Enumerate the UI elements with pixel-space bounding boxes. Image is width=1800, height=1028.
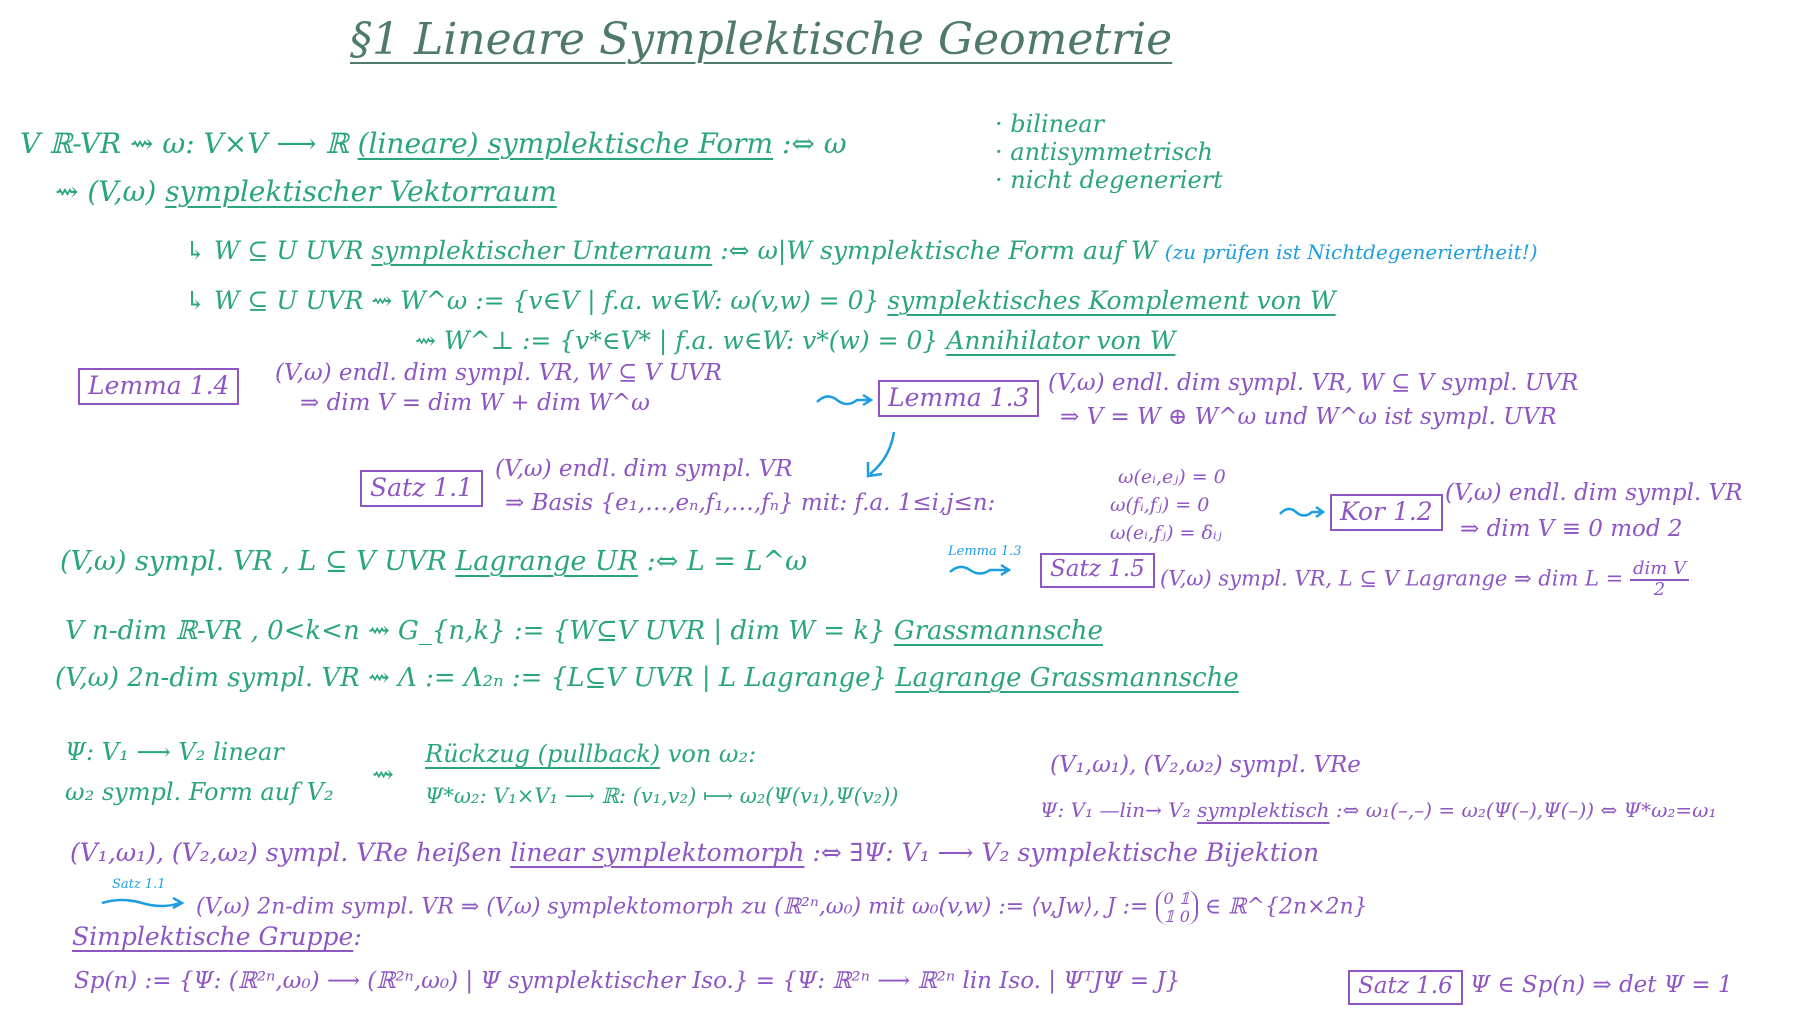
lagrange-line <box>60 548 807 575</box>
kor-1-2-label: Kor 1.2 <box>1330 494 1443 531</box>
symplectic-map-term: symplektisch <box>1197 798 1330 822</box>
complement-definition: ↳ W ⊆ U UVR ⇝ W^ω := {v∈V | f.a. w∈W: ω(v,w) = 0} <box>185 286 880 315</box>
pullback-term: Rückzug (pullback) <box>425 740 661 768</box>
lemma-1-4-line-1: (V,ω) endl. dim sympl. VR, W ⊆ V UVR <box>275 360 722 386</box>
symplectic-subspace-term: symplektischer Unterraum <box>371 236 713 265</box>
symplectic-map-prefix: Ψ: V₁ —lin→ V₂ <box>1040 798 1191 822</box>
page-title: §1 Lineare Symplektische Geometrie <box>350 14 1173 65</box>
symplectomorph-note: Satz 1.1 <box>112 877 166 892</box>
kor-1-2-line-1: (V,ω) endl. dim sympl. VR <box>1445 480 1743 506</box>
property-nondegenerate: · nicht degeneriert <box>995 166 1223 194</box>
symplectomorph-term: linear symplektomorph <box>510 838 805 867</box>
j-matrix <box>1156 890 1198 925</box>
annihilator-definition: ⇝ W^⊥ := {v*∈V* | f.a. w∈W: v*(w) = 0} <box>415 326 939 355</box>
pullback-arrow: ⇝ <box>372 760 394 790</box>
symplectic-vector-space-term: symplektischer Vektorraum <box>165 175 557 208</box>
grassmann-definition: V n-dim ℝ-VR , 0<k<n ⇝ G_{n,k} := {W⊆V UVR | dim W = k} <box>65 616 886 646</box>
satz-1-5-text: (V,ω) sympl. VR, L ⊆ V Lagrange ⇒ dim L = <box>1160 566 1624 591</box>
fraction-numerator: dim V <box>1630 560 1689 581</box>
subspace-line-1 <box>185 238 1538 263</box>
symplectic-map-line-1: (V₁,ω₁), (V₂,ω₂) sympl. VRe <box>1050 752 1361 778</box>
j-matrix-row-1: 0 𝟙 <box>1163 889 1190 908</box>
satz-1-6-label: Satz 1.6 <box>1348 970 1463 1005</box>
squiggle-arrow-icon <box>1278 502 1328 522</box>
grassmann-term: Grassmannsche <box>893 616 1103 646</box>
subspace-prefix-1: ↳ W ⊆ U UVR <box>185 236 364 265</box>
symplectic-form-term: (lineare) symplektische Form <box>357 127 774 160</box>
property-antisymmetric: · antisymmetrisch <box>995 138 1213 166</box>
down-arrow-icon <box>860 428 900 483</box>
lemma-1-3-line-1: (V,ω) endl. dim sympl. VR, W ⊆ V sympl. UVR <box>1048 370 1579 396</box>
subspace-line-3 <box>415 328 1175 353</box>
vs-prefix: ⇝ (V,ω) <box>55 175 157 208</box>
symplectic-map-line-2 <box>1040 800 1717 820</box>
j-matrix-row-2: 𝟙 0 <box>1163 906 1190 926</box>
definition-head: V ℝ-VR ⇝ ω: V×V ⟶ ℝ <box>20 127 349 160</box>
lemma-1-4-line-2: ⇒ dim V = dim W + dim W^ω <box>300 390 650 416</box>
satz-1-5-line <box>1160 560 1689 600</box>
satz-1-1-line-1: (V,ω) endl. dim sympl. VR <box>495 456 793 482</box>
symplectic-group-heading: Simplektische Gruppe <box>72 922 354 951</box>
group-heading-colon: : <box>353 922 362 951</box>
nondegeneracy-note: (zu prüfen ist Nichtdegeneriertheit!) <box>1164 240 1538 264</box>
lemma-1-3-line-2: ⇒ V = W ⊕ W^ω und W^ω ist sympl. UVR <box>1060 404 1557 430</box>
lagrange-prefix: (V,ω) sympl. VR , L ⊆ V UVR <box>60 546 447 577</box>
satz-1-5-label: Satz 1.5 <box>1040 553 1155 588</box>
pullback-term-rest: von ω₂: <box>667 740 757 768</box>
squiggle-arrow-icon <box>100 893 192 913</box>
lagrange-arrow-note: Lemma 1.3 <box>948 544 1022 559</box>
satz-1-6-text: Ψ ∈ Sp(n) ⇒ det Ψ = 1 <box>1470 972 1733 998</box>
symplectomorph-prefix: (V₁,ω₁), (V₂,ω₂) sympl. VRe heißen <box>70 838 503 867</box>
symplectomorph-line <box>70 840 1319 865</box>
fraction-denominator: 2 <box>1653 578 1666 600</box>
lagrange-rest: :⇔ L = L^ω <box>646 546 808 577</box>
definition-equiv: :⇔ ω <box>782 127 847 160</box>
kor-1-2-line-2: ⇒ dim V ≡ 0 mod 2 <box>1460 516 1683 542</box>
symplectic-complement-term: symplektisches Komplement von W <box>887 286 1336 315</box>
pullback-line-2: ω₂ sympl. Form auf V₂ <box>65 778 334 806</box>
lagrange-grassmann-term: Lagrange Grassmannsche <box>895 663 1239 693</box>
satz-1-1-condition-2: ω(fᵢ,fⱼ) = 0 <box>1110 494 1210 516</box>
symplectomorph-theorem: (V,ω) 2n-dim sympl. VR ⇒ (V,ω) symplektomorph zu (ℝ²ⁿ,ω₀) mit ω₀(v,w) := ⟨v,Jw⟩, J := <box>196 894 1149 920</box>
satz-1-5-fraction <box>1630 560 1689 600</box>
lemma-1-3-label: Lemma 1.3 <box>878 380 1039 417</box>
symplectic-map-rest: :⇔ ω₁(–,–) = ω₂(Ψ(–),Ψ(–)) ⇔ Ψ*ω₂=ω₁ <box>1335 798 1717 822</box>
pullback-line-1: Ψ: V₁ ⟶ V₂ linear <box>65 738 284 766</box>
satz-1-1-label: Satz 1.1 <box>360 470 483 507</box>
satz-1-1-condition-3: ω(eᵢ,fⱼ) = δᵢⱼ <box>1110 522 1222 544</box>
pullback-formula: Ψ*ω₂: V₁×V₁ ⟶ ℝ: (v₁,v₂) ⟼ ω₂(Ψ(v₁),Ψ(v₂)) <box>425 784 899 808</box>
lagrange-grassmann-definition: (V,ω) 2n-dim sympl. VR ⇝ Λ := Λ₂ₙ := {L⊆V UVR | L Lagrange} <box>55 663 888 693</box>
grassmann-line-1 <box>65 618 1103 644</box>
squiggle-arrow-icon <box>815 390 875 410</box>
subspace-line-2 <box>185 288 1336 313</box>
vector-space-line <box>55 175 557 208</box>
symplectomorph-rest: :⇔ ∃Ψ: V₁ ⟶ V₂ symplektische Bijektion <box>812 838 1320 867</box>
annihilator-term: Annihilator von W <box>946 326 1176 355</box>
satz-1-1-condition-1: ω(eᵢ,eⱼ) = 0 <box>1118 466 1226 488</box>
definition-line <box>20 127 847 160</box>
pullback-heading <box>425 742 756 766</box>
lagrange-term: Lagrange UR <box>455 546 639 577</box>
symplectic-group-formula: Sp(n) := {Ψ: (ℝ²ⁿ,ω₀) ⟶ (ℝ²ⁿ,ω₀) | Ψ symplektischer Iso.} = {Ψ: ℝ²ⁿ ⟶ ℝ²ⁿ lin Iso. | ΨᵀJΨ = J} <box>74 968 1181 994</box>
lemma-1-4-label: Lemma 1.4 <box>78 368 239 405</box>
j-matrix-suffix: ∈ ℝ^{2n×2n} <box>1204 894 1368 920</box>
symplectomorph-line-2 <box>196 890 1368 925</box>
satz-1-1-line-2: ⇒ Basis {e₁,…,eₙ,f₁,…,fₙ} mit: f.a. 1≤i,j≤n: <box>505 490 996 516</box>
grassmann-line-2 <box>55 665 1239 691</box>
squiggle-arrow-icon <box>948 560 1018 580</box>
subspace-rest-1: :⇔ ω|W symplektische Form auf W <box>720 236 1157 265</box>
property-bilinear: · bilinear <box>995 110 1105 138</box>
group-heading-line <box>72 924 362 949</box>
